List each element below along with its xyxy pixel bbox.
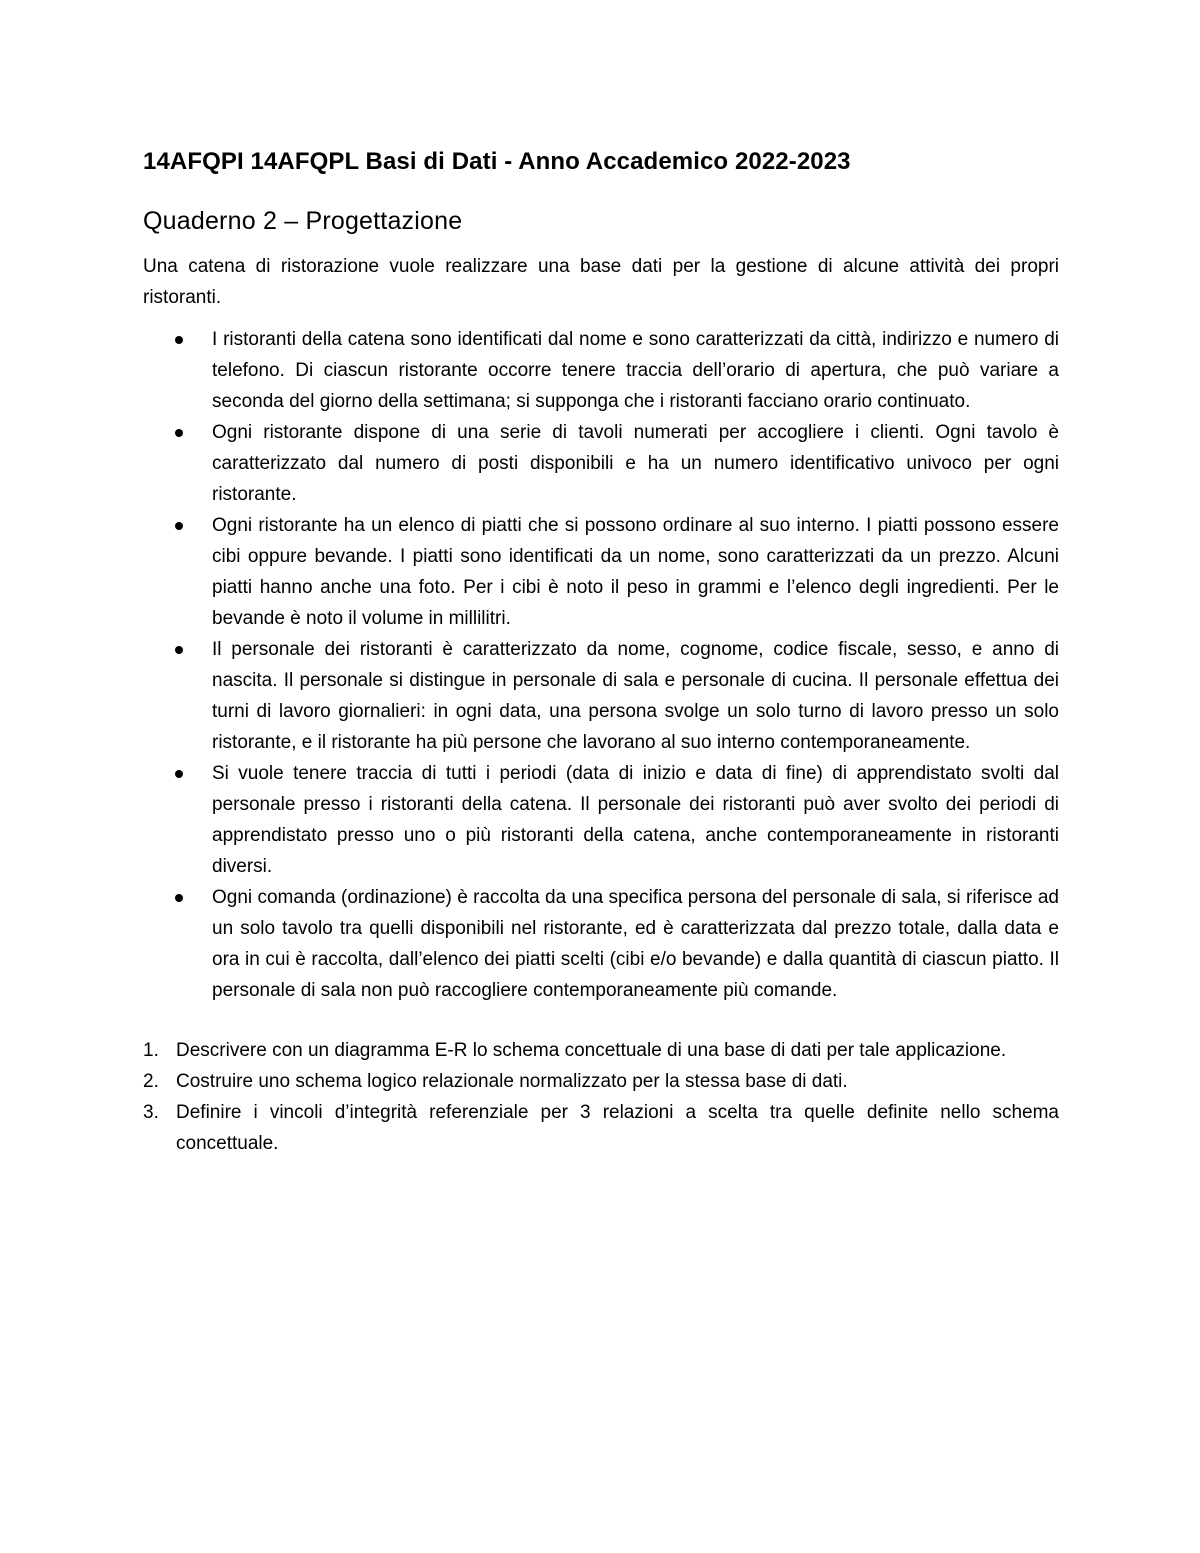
requirement-text: I ristoranti della catena sono identificati dal nome e sono caratterizzati da città, indirizzo e numero di telefono. Di ciascun ristorante occorre tenere traccia dell’orario di apertura, che può variare a seconda del giorno della settimana; si supponga che i ristoranti facciano orario continuato.	[212, 329, 1059, 412]
requirement-item	[212, 510, 1059, 634]
task-text: Definire i vincoli d’integrità referenziale per 3 relazioni a scelta tra quelle definite nello schema concettuale.	[176, 1102, 1059, 1154]
requirements-list	[143, 324, 1059, 1006]
bullet-dot-icon	[175, 522, 183, 530]
task-item	[143, 1066, 1059, 1097]
task-number: 1.	[143, 1040, 159, 1061]
requirement-item	[212, 882, 1059, 1006]
bullet-dot-icon	[175, 770, 183, 778]
requirement-text: Ogni ristorante ha un elenco di piatti che si possono ordinare al suo interno. I piatti possono essere cibi oppure bevande. I piatti sono identificati da un nome, sono caratterizzati da un prezzo. Alcuni piatti hanno anche una foto. Per i cibi è noto il peso in grammi e l’elenco degli ingredienti. Per le bevande è noto il volume in millilitri.	[212, 515, 1059, 629]
intro-paragraph: Una catena di ristorazione vuole realizzare una base dati per la gestione di alcune attività dei propri ristoranti.	[143, 256, 1059, 308]
bullet-dot-icon	[175, 429, 183, 437]
requirement-text: Ogni comanda (ordinazione) è raccolta da una specifica persona del personale di sala, si riferisce ad un solo tavolo tra quelli disponibili nel ristorante, ed è caratterizzata dal prezzo totale, dalla data e ora in cui è raccolta, dall’elenco dei piatti scelti (cibi e/o bevande) e dalla quantità di ciascun piatto. Il personale di sala non può raccogliere contemporaneamente più comande.	[212, 887, 1059, 1001]
task-text: Descrivere con un diagramma E-R lo schema concettuale di una base di dati per tale applicazione.	[176, 1040, 1007, 1061]
task-item	[143, 1035, 1059, 1066]
requirement-text: Il personale dei ristoranti è caratterizzato da nome, cognome, codice fiscale, sesso, e anno di nascita. Il personale si distingue in personale di sala e personale di cucina. Il personale effettua dei turni di lavoro giornalieri: in ogni data, una persona svolge un solo turno di lavoro presso un solo ristorante, e il ristorante ha più persone che lavorano al suo interno contemporaneamente.	[212, 639, 1059, 753]
task-number: 3.	[143, 1102, 159, 1123]
bullet-dot-icon	[175, 894, 183, 902]
requirement-item	[212, 634, 1059, 758]
requirement-item	[212, 758, 1059, 882]
task-text: Costruire uno schema logico relazionale normalizzato per la stessa base di dati.	[176, 1071, 848, 1092]
document-title: 14AFQPI 14AFQPL Basi di Dati - Anno Accademico 2022-2023	[143, 148, 851, 175]
task-number: 2.	[143, 1071, 159, 1092]
bullet-dot-icon	[175, 336, 183, 344]
requirement-text: Si vuole tenere traccia di tutti i periodi (data di inizio e data di fine) di apprendistato svolti dal personale presso i ristoranti della catena. Il personale dei ristoranti può aver svolto dei periodi di apprendistato presso uno o più ristoranti della catena, anche contemporaneamente in ristoranti diversi.	[212, 763, 1059, 877]
bullet-dot-icon	[175, 646, 183, 654]
requirement-text: Ogni ristorante dispone di una serie di tavoli numerati per accogliere i clienti. Ogni tavolo è caratterizzato dal numero di posti disponibili e ha un numero identificativo univoco per ogni ristorante.	[212, 422, 1059, 505]
task-item	[143, 1097, 1059, 1159]
document-subtitle: Quaderno 2 – Progettazione	[143, 207, 463, 235]
tasks-list	[143, 1035, 1059, 1159]
requirement-item	[212, 417, 1059, 510]
requirement-item	[212, 324, 1059, 417]
